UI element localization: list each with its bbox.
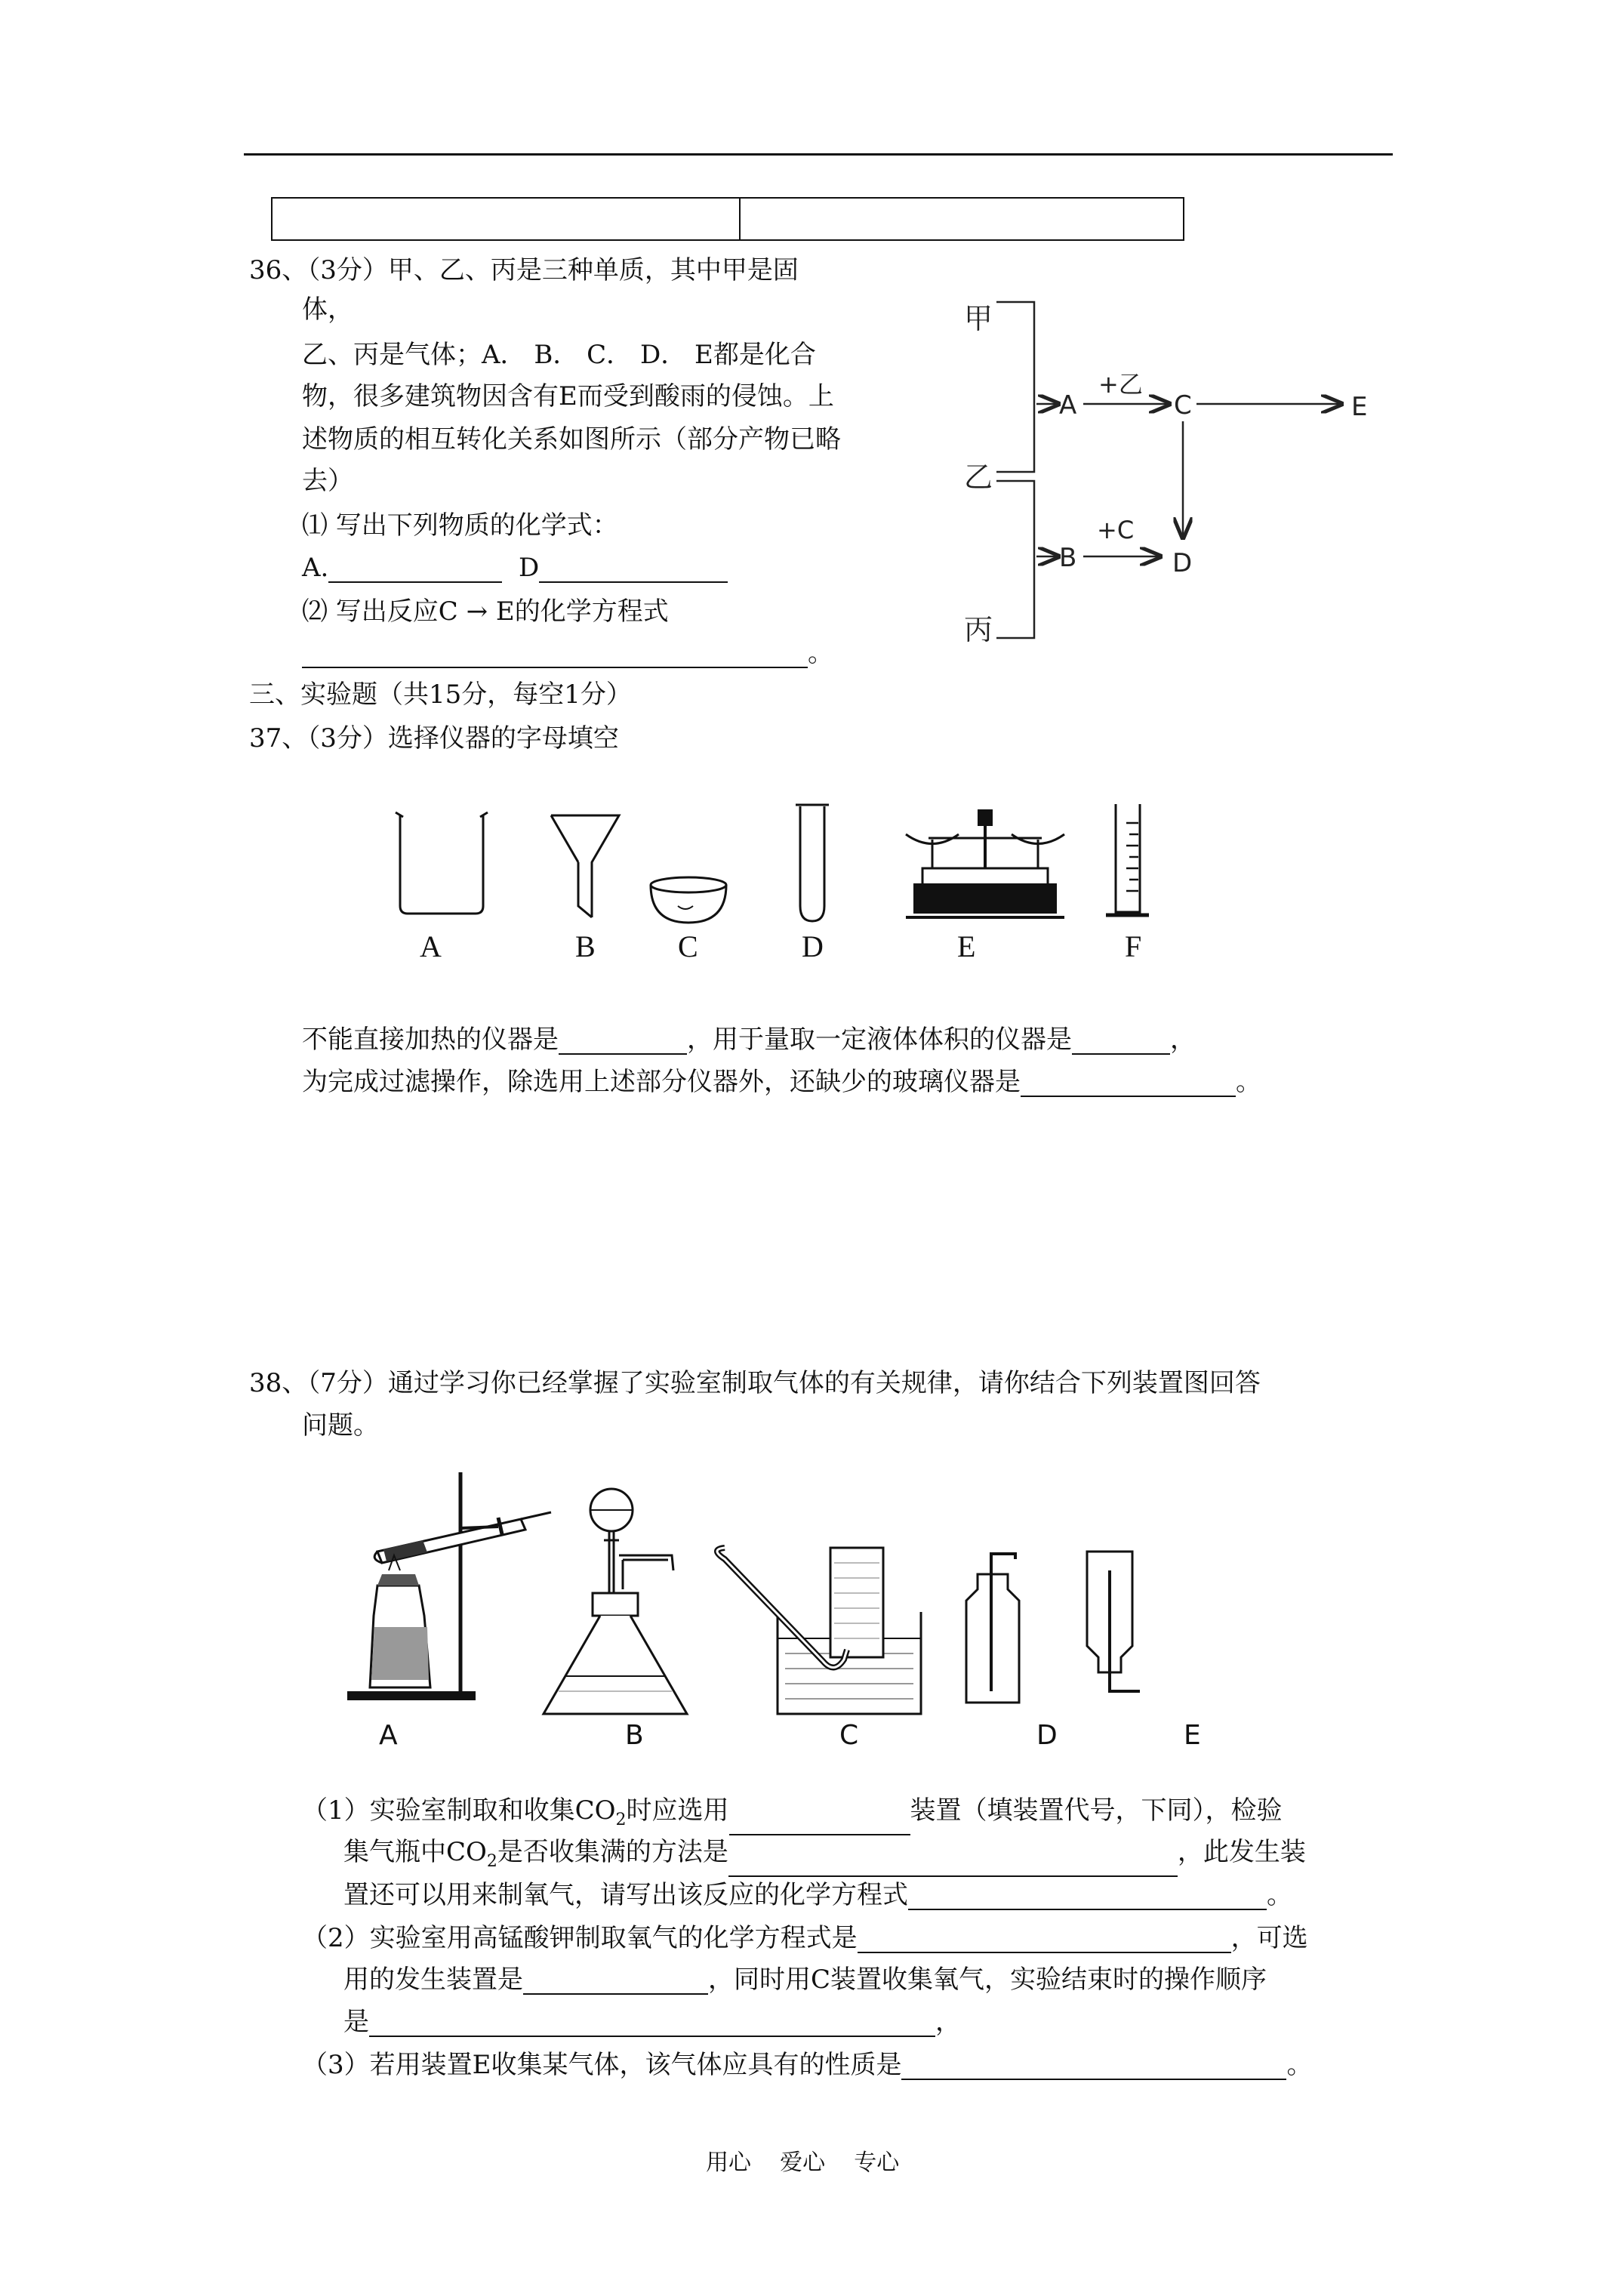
apparatus-label-d: D — [1036, 1720, 1058, 1751]
q38-part2-line1: （2）实验室用高锰酸钾制取氧气的化学方程式是 ，可选 — [302, 1923, 1308, 1953]
heating-apparatus-icon — [347, 1472, 551, 1700]
q36-answer-d-label: D — [519, 553, 540, 583]
q36-answer-d-blank[interactable] — [539, 556, 728, 583]
q38-part1-line1: （1）实验室制取和收集$CO_2$时应选用 装置（填装置代号，下同），检验 — [302, 1795, 1283, 1835]
q37-question-line2: 为完成过滤操作，除选用上述部分仪器外，还缺少的玻璃仪器是 。 — [302, 1067, 1261, 1097]
bracket-upper — [996, 302, 1034, 472]
q38-part3: （3）若用装置E收集某气体，该气体应具有的性质是 。 — [302, 2050, 1313, 2080]
q36-answer-a-blank[interactable] — [328, 556, 502, 583]
q38-blank-equation-2[interactable] — [858, 1926, 1231, 1953]
q36-line6: 去） — [302, 466, 353, 496]
node-c: C — [1174, 390, 1192, 421]
page-footer: 用心 爱心 专心 — [706, 2150, 900, 2176]
q36-relation-diagram — [955, 283, 1393, 653]
instrument-label-d: D — [802, 929, 824, 963]
instrument-label-a: A — [420, 929, 442, 963]
label-yi: 乙 — [964, 461, 993, 494]
q36-answer-a-label: A. — [302, 553, 329, 583]
table-row — [271, 197, 1184, 241]
graduated-cylinder-icon — [1106, 804, 1149, 915]
q38-blank-property[interactable] — [901, 2053, 1286, 2080]
node-b: B — [1059, 543, 1077, 573]
q38-blank-check-method[interactable] — [728, 1850, 1178, 1877]
q38-apparatus — [332, 1465, 1276, 1752]
apparatus-label-c: C — [839, 1720, 859, 1751]
node-d: D — [1172, 548, 1193, 578]
q38-blank-order[interactable] — [369, 2010, 935, 2037]
q36-line3: 乙、丙是气体；A． B． C． D． E都是化合 — [302, 340, 816, 370]
gas-bottle-up-icon — [966, 1554, 1019, 1703]
q38-blank-generator[interactable] — [523, 1968, 708, 1995]
q38-part1-line3: 置还可以用来制氧气，请写出该反应的化学方程式 。 — [343, 1880, 1292, 1910]
flask-apparatus-icon — [544, 1489, 687, 1714]
q37-question-line1: 不能直接加热的仪器是 ，用于量取一定液体体积的仪器是 ， — [302, 1025, 1196, 1055]
table-cell-divider — [739, 199, 741, 239]
label-plus-c: +C — [1097, 516, 1135, 544]
apparatus-label-a: A — [379, 1720, 398, 1751]
gas-bottle-down-icon — [1087, 1552, 1140, 1691]
q36-sub1: ⑴ 写出下列物质的化学式： — [302, 510, 618, 541]
q38-part1-line2: 集气瓶中$CO_2$是否收集满的方法是 ，此发生装 — [343, 1837, 1306, 1877]
instrument-label-b: B — [575, 929, 596, 963]
q38-part2-line2: 用的发生装置是 ，同时用C装置收集氧气，实验结束时的操作顺序 — [343, 1965, 1267, 1995]
label-bing: 丙 — [964, 613, 993, 646]
q38-blank-equation-1[interactable] — [908, 1883, 1267, 1910]
section3-heading: 三、实验题（共15分，每空1分） — [249, 680, 632, 710]
instrument-label-e: E — [957, 929, 976, 963]
water-trough-icon — [717, 1548, 921, 1714]
label-jia: 甲 — [964, 302, 993, 335]
apparatus-label-e: E — [1184, 1720, 1201, 1751]
q36-line1: 36、（3分）甲、乙、丙是三种单质，其中甲是固 — [249, 255, 799, 285]
q37-blank-2[interactable] — [1072, 1028, 1170, 1055]
test-tube-icon — [796, 805, 829, 921]
header-rule — [244, 153, 1393, 156]
q36-sub2: ⑵ 写出反应C → E的化学方程式 — [302, 596, 669, 627]
q36-equation-blank[interactable] — [302, 641, 808, 668]
beaker-icon — [396, 812, 488, 914]
q37-title: 37、（3分）选择仪器的字母填空 — [249, 723, 619, 754]
bracket-lower — [996, 481, 1034, 638]
funnel-icon — [551, 815, 619, 917]
q36-line5: 述物质的相互转化关系如图所示（部分产物已略 — [302, 424, 841, 455]
evaporating-dish-icon — [651, 877, 726, 923]
q38-blank-device[interactable] — [729, 1808, 910, 1835]
balance-icon — [906, 809, 1064, 917]
apparatus-label-b: B — [625, 1720, 644, 1751]
q36-line4: 物，很多建筑物因含有E而受到酸雨的侵蚀。上 — [302, 381, 834, 411]
instrument-label-f: F — [1125, 929, 1142, 963]
q38-line2: 问题。 — [302, 1410, 379, 1441]
q36-end-mark: 。 — [808, 638, 833, 668]
q37-blank-3[interactable] — [1021, 1070, 1236, 1097]
q38-line1: 38、（7分）通过学习你已经掌握了实验室制取气体的有关规律，请你结合下列装置图回答 — [249, 1368, 1261, 1398]
q36-sub1-answers — [302, 553, 728, 583]
q36-equation-line — [302, 638, 833, 668]
node-e: E — [1351, 392, 1368, 422]
q38-part2-line3: 是 ， — [343, 2007, 961, 2037]
q37-blank-1[interactable] — [559, 1028, 687, 1055]
label-plus-yi: +乙 — [1098, 370, 1143, 399]
node-a: A — [1059, 390, 1077, 421]
q36-line2: 体， — [302, 294, 353, 325]
instrument-label-c: C — [678, 929, 698, 963]
q37-instruments — [377, 793, 1208, 974]
